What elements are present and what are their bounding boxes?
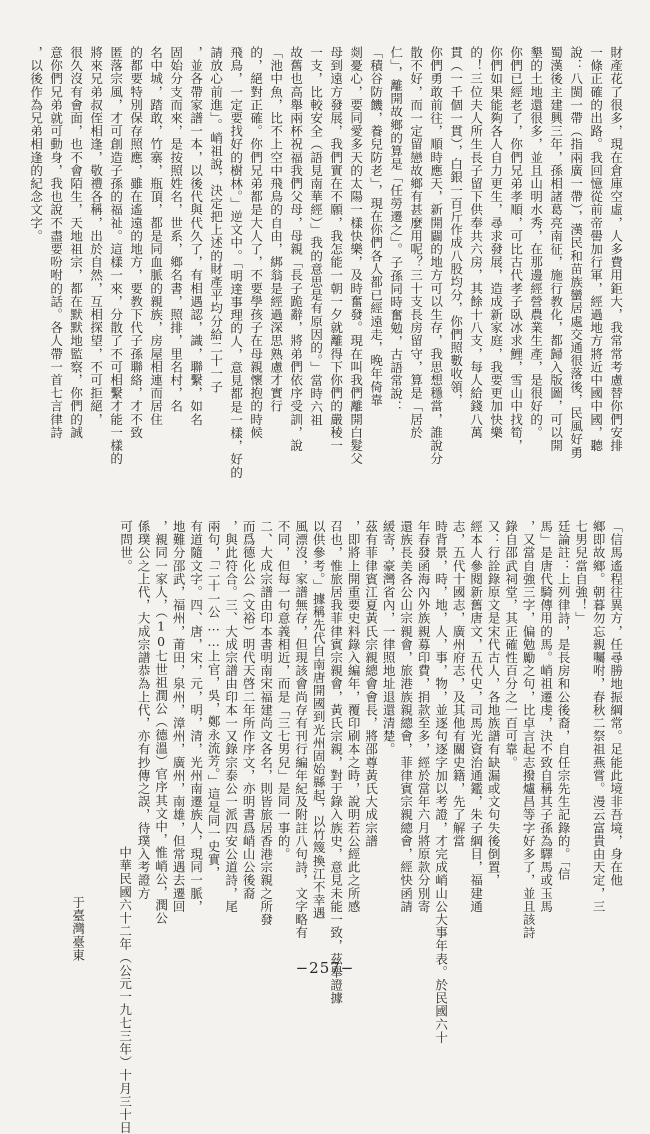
text-column: 還族長美各公山宗親會，旅港族親總會，菲律賓宗親總會，經快函請: [398, 520, 414, 913]
text-column: 一支，比較安全（語見南華經）」我的意思是有原因的。」當時六祖: [308, 46, 324, 427]
text-column: ，並各帶家譜一本，以後代與代久了，有相遇認，識，聯繫，如名: [188, 46, 204, 426]
text-column: 剡憂心，要同愛多天的太陽一樣快樂，及時奮發。現在叫我們離開白髮父: [348, 46, 364, 466]
text-column: 時背景，時，地，人，事，物，並逐句逐字加以考證，才完成峭山公大事年表。於民國六十: [433, 520, 449, 1044]
text-column: 可問世。: [118, 520, 134, 573]
text-column: 的都要特別保存照應，雖在遙遠的地方，要教下代子孫聯絡，才不致: [128, 46, 144, 439]
text-column: 貫（一千個一貫），白銀一百斤作成八股均分，你們照數收領，: [448, 46, 464, 407]
text-column: 鄉即故鄉。朝暮勿忘親囑咐，春秋二祭祖燕嘗。漫云富貴由天定，三: [591, 520, 607, 913]
text-column: ，親同一家人，（10七世祖潤公（德溫）官序其文中，惟峭公，潤公: [153, 520, 169, 925]
text-column: 二、大成宗譜由印本書明南宋福建尚文各名，則皆旅居香港宗親之所發: [258, 520, 274, 927]
text-column: 意你們兄弟就可動身，我也說不盡要吩咐的話。各人帶一首七言律詩: [48, 46, 64, 439]
date-line: 中華民國六十二年（公元一九七三年）十月三十日: [117, 846, 133, 1134]
text-column: 而爲德化公（文裕）明代天啓二年所作序文，亦明書爲峭山公後裔: [241, 520, 257, 900]
text-column: 一條正確的出路。我回憶從前帝嚳加行軍，經過地方將近中國中國，聽: [588, 46, 604, 453]
text-column: 有道隨文字。四、唐，宋，元，明，清，光州南遷族人，現同一脈，: [188, 520, 204, 913]
text-column: 散不好，而一定留戀故鄉有甚麼用呢？三十支長房留守，算是「居於: [408, 46, 424, 439]
text-column: 仁」，離開故鄉的算是「任勞遷之」。子孫同時奮勉，古語常說：: [388, 46, 404, 414]
text-column: 七男兒當自強！」: [573, 520, 589, 625]
text-column: ，與此符合。三、大成宗譜由印本一又錄宗泰公一派四安公道詩，尾: [223, 520, 239, 913]
text-column: 故舊也高舉兩杯祝福我們父母，母親「長子跪辭，將弟們依序受訓，說: [288, 46, 304, 453]
text-column: 又：行詮錄原文是宋代古人，各地族譜有缺漏或文句失後倒置，: [486, 520, 502, 887]
text-column: 年春發函海內外族親募印費，捐款至多，經於當年六月將原款分別寄: [416, 520, 432, 913]
text-column: 母到遠方發展，我們實在不願，我怎能一朝一夕就離得下你們的嚴稜一: [328, 46, 344, 453]
text-column: 固始分支而來，是按照姓名，世系，鄉名書，照排，里名村，名: [168, 46, 184, 413]
text-column: ，即將上開重要史料錄入編年，覆印刷本之時，說明若公經此之所感: [346, 520, 362, 913]
text-column: 說：八閩一帶（指兩廣一帶），漢民和苗族蠻居處交通很落後，民風好勇: [568, 46, 584, 459]
text-column: 係璞公之上代，大成宗譜恭為上代，亦有抄傳之誤，待璞入考證方: [136, 520, 152, 900]
text-column: 廷論註：上列律詩，是長房和公後裔，自任宗先生記錄的。「信: [556, 520, 572, 881]
text-column: 請放心前進」。峭祖說，決定把上述的財產平均分給二十一子: [208, 46, 224, 394]
text-column: 不同，但每一句意義相近，而是「三七男兒」是同一事的。: [276, 520, 292, 861]
text-column: 名中城，踏敢，竹寨，瓶頂，都是同血脈的親族，房屋相連而居住: [148, 46, 164, 426]
text-column: 飛鳥，一定要找好的樹林。」逆文中。「明達事理的人，意見都是一樣，好的: [228, 46, 244, 479]
text-column: 「積谷防饑，養兒防老」，現在你們各人都已經遠走，晚年倚靠: [368, 46, 384, 407]
text-column: 「信馬遙程往異方，任尋勝地振綱常。足能此境非吾境，身在他: [608, 520, 624, 887]
text-column: 地難分邵武，福州，莆田，泉州，漳州，廣州，南雄，但常遇去遷回: [171, 520, 187, 913]
text-column: 你們如果能夠各人自力更生，尋求發展，造成新家庭，我要更加快樂: [488, 46, 504, 439]
text-column: 蜀漢後主建興三年，孫相諸葛亮南征，施行教化，都歸入版圖，可以開: [548, 46, 564, 453]
text-column: 你們已經老了，你們兄弟孝順，可比古代孝子臥冰求鯉，雪山中找筍，: [508, 46, 524, 453]
section-divider: [28, 510, 622, 511]
text-column: ，又當自強三字，偏勉勵之句，比卓言起志撥爐昌等字好多了，並且該詩: [521, 520, 537, 940]
text-column: 「池中魚，比不上空中飛鳥的自由，綁翁是經過深思熟慮才實行: [268, 46, 284, 413]
text-column: 的，絕對正確。你們兄弟都是大人了，不要學孩子在母親懷抱的時候: [248, 46, 264, 439]
signature: 于臺灣臺東: [70, 896, 86, 962]
page-number: −257−: [295, 959, 355, 977]
text-column: 將來兄弟叔侄相逢，敬禮各稱，出於自然，互相探望，不可拒絕，: [88, 46, 104, 426]
text-column: 緩寄，豪灣省內，一律照地址退還清楚。: [381, 520, 397, 756]
text-column: ，以後作為兄弟相逢的紀念文字。: [28, 46, 44, 243]
text-column: 兩句，「二十一公……上官，吳，鄭永流芳。」這是同一史實，: [206, 520, 222, 880]
text-column: 墾的土地還很多，並且山明水秀，在那邊經營農業生產，是很好的。: [528, 46, 544, 439]
text-column: 經本人參閱新舊唐文，五代史，司馬光資治通鑑，朱子綱目，福建通: [468, 520, 484, 913]
text-column: 茲有菲律賓江夏黃氏宗親總會會長，將邵尊黃氏大成宗譜: [363, 520, 379, 848]
text-column: 財產花了很多，現在倉庫空虛，人多費用鉅大，我常常考慮替你們安排: [608, 46, 624, 453]
text-column: 錄自邵武祠堂，其正確性百分之一百可靠。: [503, 520, 519, 769]
text-column: 很久沒有會面，也不會陌生，天地祖宗，都在默默地監察，你們的誠: [68, 46, 84, 439]
text-column: 以供參考。」據稱先代自南唐開國到光州固始縣起，以竹篾換江不幸遇: [311, 520, 327, 920]
text-column: 匿落宗風，才可創造子孫的福祉。這樣一來，分散了不可相繫才能一樣的: [108, 46, 124, 466]
text-column: 風漂沒，家譜無存，但現該會尚存有刊行編年紀及附註八句詩，文字略有: [293, 520, 309, 940]
text-column: 召也，惟旅居我菲律賓宗親會，黃氏宗親，對于錄入族史，意見未能一致，茲舉證據: [328, 520, 344, 1005]
text-column: 馬」是唐代騎傳用的馬。峭祖遷虔，決不致自稱其子孫為驛馬或玉馬: [538, 520, 554, 913]
text-column: 志，五代十國志，廣州府志，及其他有關史籍，先了解當: [451, 520, 467, 848]
text-column: 你們勇敢前往，順時應天，新開闢的地方可以生存，我思想穩當，誰說分: [428, 46, 444, 466]
text-column: 的！三位夫人所生長子留下供奉共六房，其餘十八支，每人給錢八萬: [468, 46, 484, 439]
